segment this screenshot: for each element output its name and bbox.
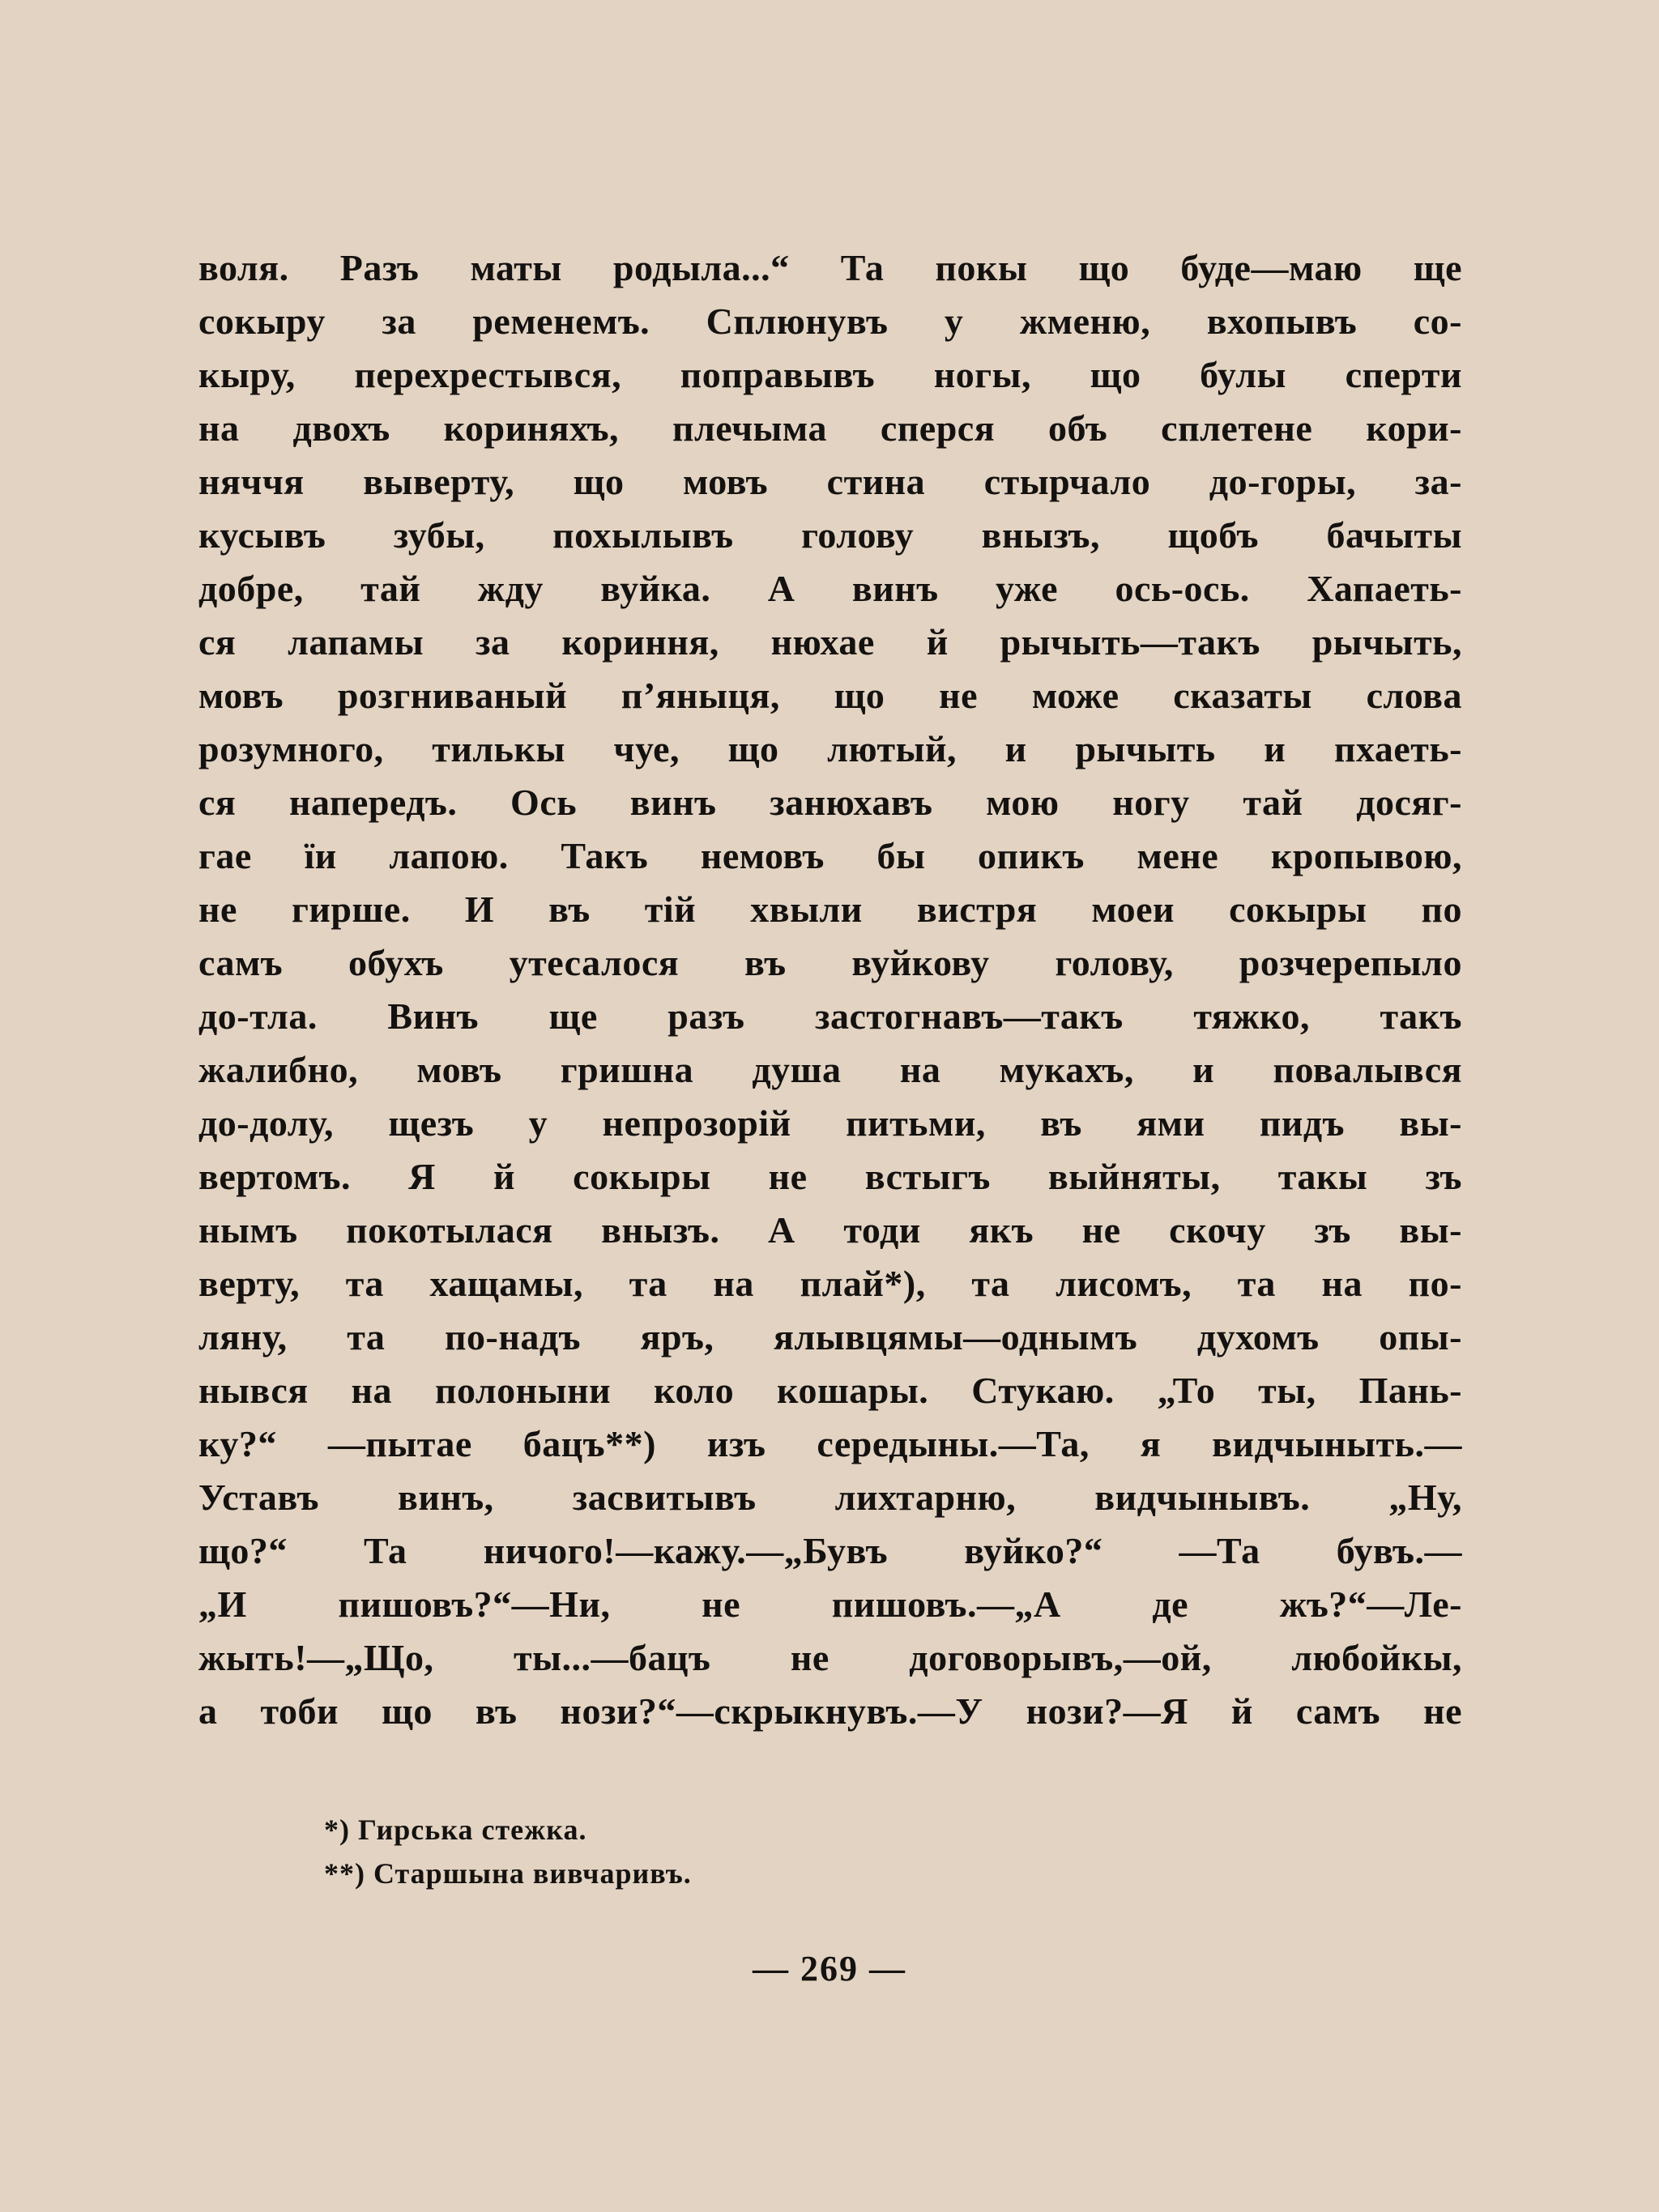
text-line: мовъ розгниваный п’яныця, що не може сказаты слова — [198, 675, 1462, 716]
text-line: „И пишовъ?“—Ни, не пишовъ.—„А де жъ?“—Ле- — [198, 1583, 1462, 1625]
text-line: самъ обухъ утесалося въ вуйкову голову, розчерепыло — [198, 942, 1462, 983]
text-line: що?“ Та ничого!—кажу.—„Бувъ вуйко?“ —Та бувъ.— — [198, 1530, 1462, 1571]
text-line: жыть!—„Що, ты...—бацъ не договорывъ,—ой, любойкы, — [198, 1637, 1462, 1678]
text-line: ку?“ —пытае бацъ**) изъ середыны.—Та, я видчыныть.— — [198, 1423, 1462, 1464]
text-line: розумного, тилькы чуе, що лютый, и рычыть и пхаеть- — [198, 728, 1462, 769]
text-line: ляну, та по-надъ яръ, ялывцямы—однымъ духомъ опы- — [198, 1316, 1462, 1357]
footnote-2: **) Старшына вивчаривъ. — [324, 1857, 692, 1890]
text-line: ся лапамы за кориння, нюхае й рычыть—такъ рычыть, — [198, 621, 1462, 663]
text-line: гае ïи лапою. Такъ немовъ бы опикъ мене кропывою, — [198, 835, 1462, 876]
text-line: нымъ покотылася внызъ. А тоди якъ не скочу зъ вы- — [198, 1209, 1462, 1251]
text-line: кусывъ зубы, похылывъ голову внызъ, щобъ бачыты — [198, 514, 1462, 556]
text-line: а тоби що въ нози?“—скрыкнувъ.—У нози?—Я й самъ не — [198, 1690, 1462, 1732]
text-line: до-тла. Винъ ще разъ застогнавъ—такъ тяжко, такъ — [198, 995, 1462, 1037]
text-line: добре, тай жду вуйка. А винъ уже ось-ось. Хапаеть- — [198, 568, 1462, 609]
text-line: на двохъ кориняхъ, плечыма сперся объ сплетене кори- — [198, 407, 1462, 449]
footnote-1: *) Гирська стежка. — [324, 1813, 587, 1846]
text-line: сокыру за ременемъ. Сплюнувъ у жменю, вхопывъ со- — [198, 300, 1462, 342]
text-line: нывся на полоныни коло кошары. Стукаю. „То ты, Пань- — [198, 1370, 1462, 1411]
text-line: верту, та хащамы, та на плай*), та лисомъ, та на по- — [198, 1263, 1462, 1304]
text-line: Уставъ винъ, засвитывъ лихтарню, видчынывъ. „Ну, — [198, 1477, 1462, 1518]
text-line: няччя выверту, що мовъ стина стырчало до-горы, за- — [198, 461, 1462, 502]
text-line: вертомъ. Я й сокыры не встыгъ выйняты, такы зъ — [198, 1156, 1462, 1197]
text-line: жалибно, мовъ гришна душа на мукахъ, и повалывся — [198, 1049, 1462, 1090]
text-line: не гирше. И въ тій хвыли вистря моеи сокыры по — [198, 889, 1462, 930]
text-line: воля. Разъ маты родыла...“ Та покы що буде—маю ще — [198, 247, 1462, 288]
text-line: ся напередъ. Ось винъ занюхавъ мою ногу тай досяг- — [198, 782, 1462, 823]
page-number: — 269 — — [753, 1949, 906, 1988]
text-line: до-долу, щезъ у непрозорій питьми, въ ями пидъ вы- — [198, 1102, 1462, 1144]
body-text — [198, 241, 1462, 1738]
footnotes — [324, 1808, 1053, 1895]
text-line: кыру, перехрестывся, поправывъ ногы, що булы сперти — [198, 354, 1462, 395]
